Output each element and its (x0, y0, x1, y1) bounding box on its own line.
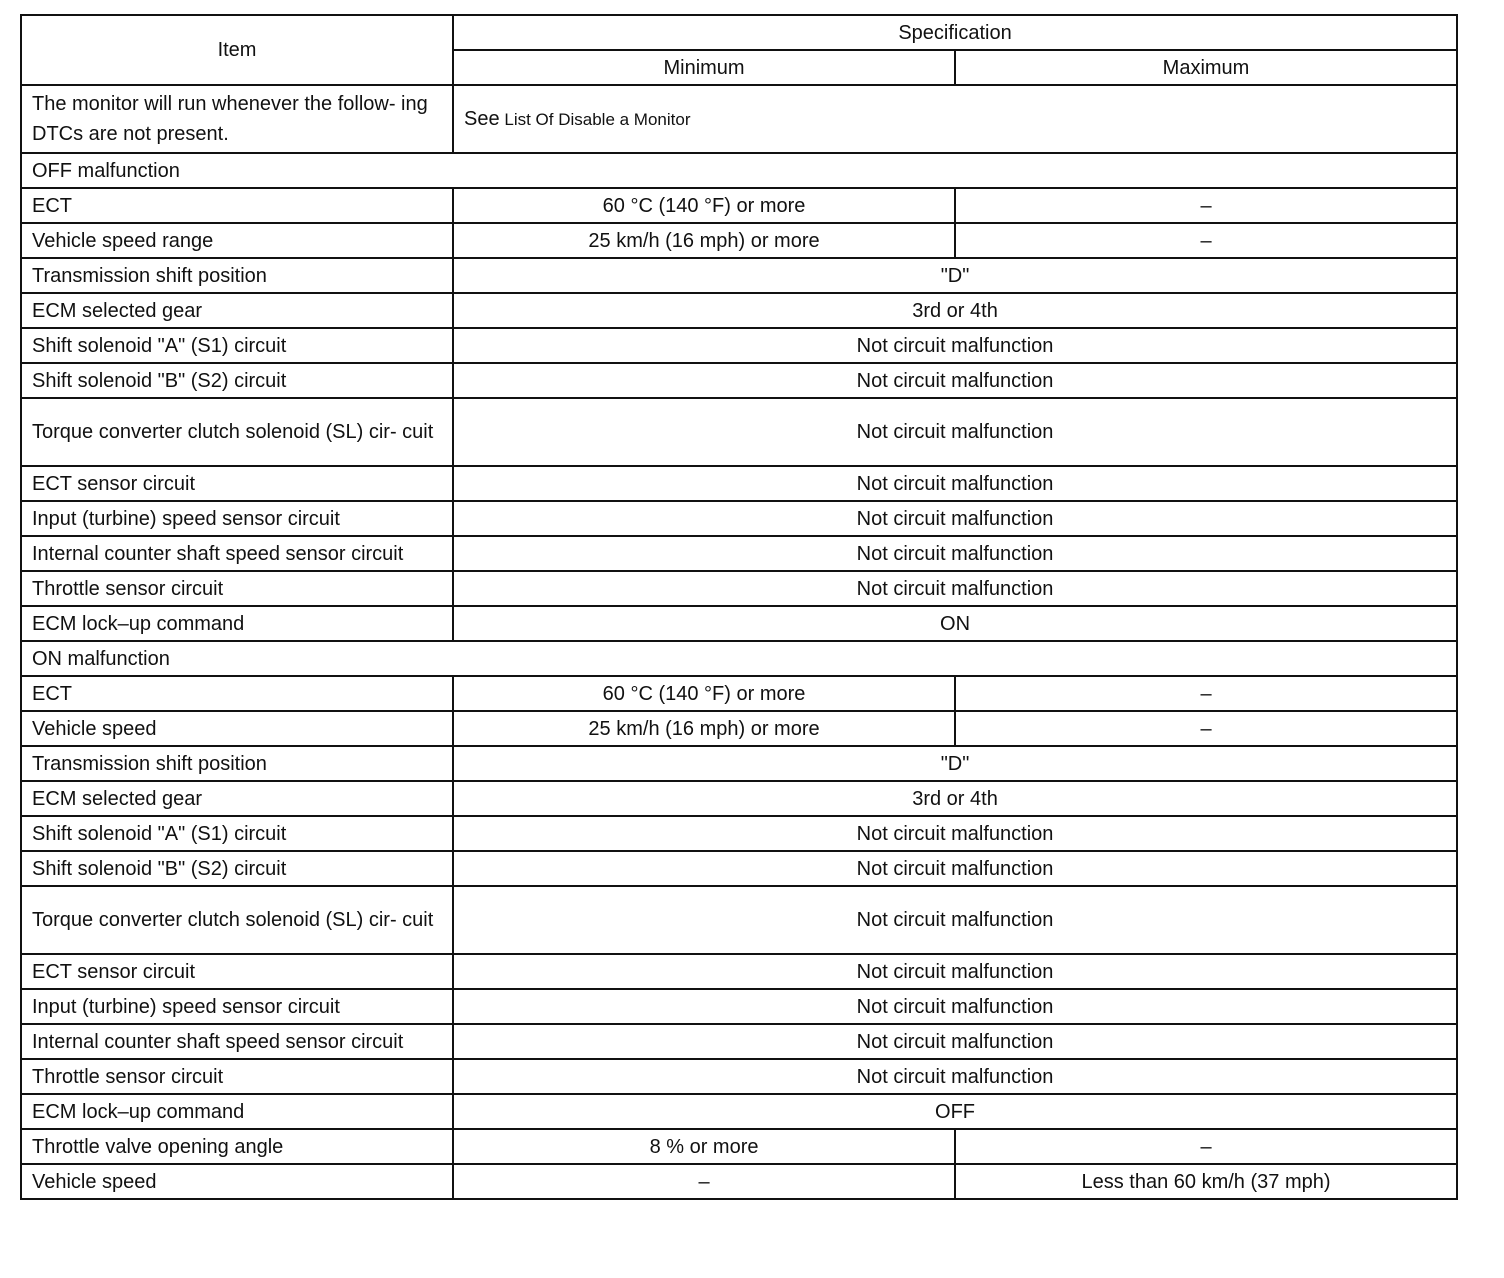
table-row (21, 398, 1457, 466)
table-body (21, 85, 1457, 1199)
table-row (21, 501, 1457, 536)
row-specification: 3rd or 4th (453, 293, 1457, 328)
row-item: Shift solenoid "B" (S2) circuit (21, 363, 453, 398)
table-row (21, 781, 1457, 816)
row-item: Shift solenoid "B" (S2) circuit (21, 851, 453, 886)
table-row (21, 606, 1457, 641)
row-specification: Not circuit malfunction (453, 886, 1457, 954)
row-maximum: – (955, 676, 1457, 711)
row-minimum: 25 km/h (16 mph) or more (453, 711, 955, 746)
row-maximum: – (955, 711, 1457, 746)
section-header-row (21, 641, 1457, 676)
row-item: ECT sensor circuit (21, 954, 453, 989)
header-specification: Specification (453, 15, 1457, 50)
table-row (21, 954, 1457, 989)
row-minimum: 60 °C (140 °F) or more (453, 188, 955, 223)
row-item: Input (turbine) speed sensor circuit (21, 989, 453, 1024)
table-row (21, 1024, 1457, 1059)
row-item: Input (turbine) speed sensor circuit (21, 501, 453, 536)
row-minimum: 25 km/h (16 mph) or more (453, 223, 955, 258)
row-minimum: 8 % or more (453, 1129, 955, 1164)
header-minimum: Minimum (453, 50, 955, 85)
row-specification: Not circuit malfunction (453, 989, 1457, 1024)
row-maximum: – (955, 223, 1457, 258)
row-item: Shift solenoid "A" (S1) circuit (21, 328, 453, 363)
row-item: ECM selected gear (21, 781, 453, 816)
row-item: ECT (21, 188, 453, 223)
table-row (21, 1059, 1457, 1094)
row-specification: Not circuit malfunction (453, 501, 1457, 536)
table-row (21, 363, 1457, 398)
row-specification: Not circuit malfunction (453, 851, 1457, 886)
table-row (21, 1164, 1457, 1199)
table-row (21, 676, 1457, 711)
table-row (21, 188, 1457, 223)
row-specification: Not circuit malfunction (453, 1024, 1457, 1059)
row-specification: "D" (453, 258, 1457, 293)
row-specification: Not circuit malfunction (453, 954, 1457, 989)
row-item: Internal counter shaft speed sensor circuit (21, 536, 453, 571)
row-item: Transmission shift position (21, 258, 453, 293)
header-item: Item (21, 15, 453, 85)
row-item: ECM lock–up command (21, 1094, 453, 1129)
row-item: Torque converter clutch solenoid (SL) cir- cuit (21, 886, 453, 954)
table-row (21, 571, 1457, 606)
row-specification: Not circuit malfunction (453, 466, 1457, 501)
table-row (21, 258, 1457, 293)
row-item: Vehicle speed (21, 711, 453, 746)
row-minimum: – (453, 1164, 955, 1199)
row-item: ECM lock–up command (21, 606, 453, 641)
row-item: ECT sensor circuit (21, 466, 453, 501)
row-specification: Not circuit malfunction (453, 816, 1457, 851)
row-item: Shift solenoid "A" (S1) circuit (21, 816, 453, 851)
row-item: ECM selected gear (21, 293, 453, 328)
row-item: Throttle valve opening angle (21, 1129, 453, 1164)
row-specification: Not circuit malfunction (453, 1059, 1457, 1094)
row-specification: OFF (453, 1094, 1457, 1129)
header-maximum: Maximum (955, 50, 1457, 85)
row-specification: Not circuit malfunction (453, 363, 1457, 398)
section-title: OFF malfunction (21, 153, 1457, 188)
table-row (21, 1094, 1457, 1129)
see-prefix: See (464, 107, 500, 130)
row-specification: "D" (453, 746, 1457, 781)
intro-row (21, 85, 1457, 153)
table-row (21, 328, 1457, 363)
table-row (21, 851, 1457, 886)
table-row (21, 816, 1457, 851)
table-row (21, 466, 1457, 501)
row-item: Vehicle speed range (21, 223, 453, 258)
row-specification: ON (453, 606, 1457, 641)
row-item: Transmission shift position (21, 746, 453, 781)
table-row (21, 536, 1457, 571)
table-row (21, 989, 1457, 1024)
row-item: Throttle sensor circuit (21, 1059, 453, 1094)
row-minimum: 60 °C (140 °F) or more (453, 676, 955, 711)
row-specification: Not circuit malfunction (453, 398, 1457, 466)
table-row (21, 1129, 1457, 1164)
row-specification: Not circuit malfunction (453, 536, 1457, 571)
row-item: Vehicle speed (21, 1164, 453, 1199)
table-row (21, 886, 1457, 954)
row-maximum: – (955, 1129, 1457, 1164)
see-link-text: List Of Disable a Monitor (499, 109, 691, 129)
row-specification: Not circuit malfunction (453, 571, 1457, 606)
section-header-row (21, 153, 1457, 188)
table-row (21, 293, 1457, 328)
row-item: Internal counter shaft speed sensor circuit (21, 1024, 453, 1059)
table-row (21, 223, 1457, 258)
specification-table (20, 14, 1458, 1200)
row-maximum: – (955, 188, 1457, 223)
table-row (21, 746, 1457, 781)
row-item: Torque converter clutch solenoid (SL) cir- cuit (21, 398, 453, 466)
row-specification: Not circuit malfunction (453, 328, 1457, 363)
row-specification: 3rd or 4th (453, 781, 1457, 816)
row-item: Throttle sensor circuit (21, 571, 453, 606)
row-item: ECT (21, 676, 453, 711)
section-title: ON malfunction (21, 641, 1457, 676)
intro-item: The monitor will run whenever the follow- ing DTCs are not present. (21, 85, 453, 153)
intro-see (453, 85, 1457, 153)
table-row (21, 711, 1457, 746)
row-maximum: Less than 60 km/h (37 mph) (955, 1164, 1457, 1199)
